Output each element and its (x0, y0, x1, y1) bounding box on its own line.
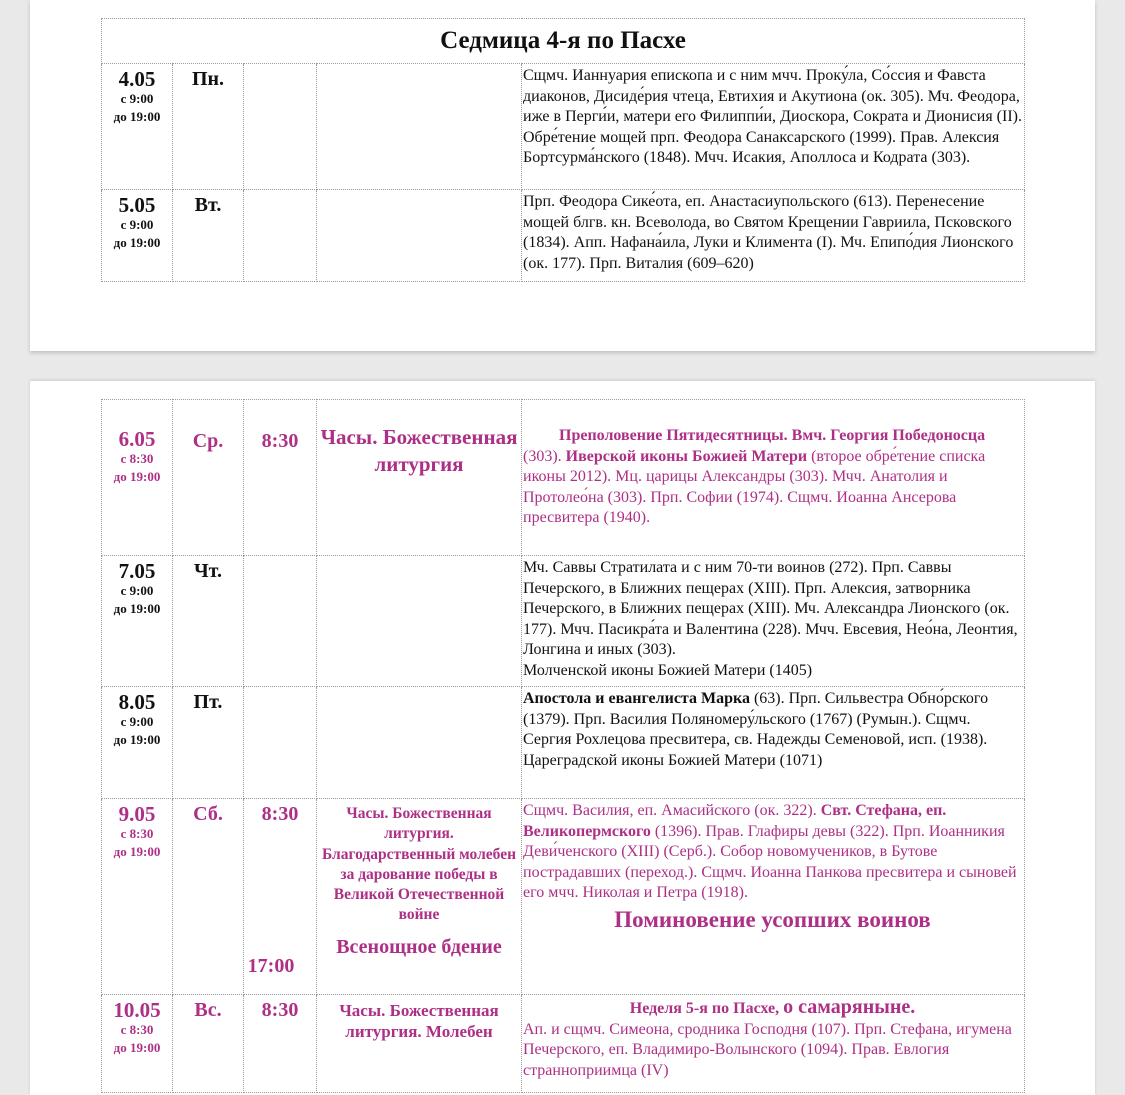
weekday: Сб. (173, 799, 244, 995)
service-name (317, 799, 522, 995)
service-name (317, 556, 522, 687)
date: 7.05 (118, 559, 156, 583)
saints-text (522, 400, 1025, 556)
service-time (244, 190, 317, 282)
time-from: с 8:30 (120, 451, 154, 466)
saints-text: Сщмч. Ианнуария епископа и с ним мчч. Проку́ла, Со́ссия и Фавста диаконов, Дисиде́рия чтеца, Евтихия и Акутиона (ок. 305). Мч. Феодора, иже в Перги́и, матери его Филиппи́и, Диоскора, Сократа и Дионисия (II). Обре́тение мощей прп. Феодора Санаксарского (1999). Прав. Алексия Бортсурма́нского (1848). Мчч. Исакия, Аполлоса и Кодрата (303). (522, 64, 1025, 190)
time-to: до 19:00 (113, 844, 161, 859)
weekday: Чт. (173, 556, 244, 687)
saints-text (522, 995, 1025, 1093)
date: 10.05 (113, 998, 161, 1022)
time-from: с 8:30 (120, 826, 154, 841)
feast-name: Свт. Стефана, еп. Великопермского (523, 802, 947, 840)
time-to: до 19:00 (113, 1040, 161, 1055)
table-row (102, 687, 1025, 799)
saints-text-a: Мч. Саввы Стратилата и с ним 70-ти воинов (272). Прп. Саввы Печерского, в Ближних пещерах (XIII). Прп. Алексия, затворника Печерского, в Ближних пещерах (XIII). Мч. Александра Лионского (ок. 177). Мчч. Пасикра́та и Валентина (228). Мчч. Евсевия, Нео́на, Леонтия, Лонгина и иных (303). (523, 559, 1018, 658)
date: 5.05 (118, 193, 156, 217)
document-page-2 (30, 381, 1095, 1095)
time-to: до 19:00 (113, 732, 161, 747)
service-time (244, 687, 317, 799)
service-time-1: 8:30 (261, 803, 299, 825)
feast-title-2: Вмч. Георгия Победоносца (787, 427, 986, 444)
service-time: 8:30 (244, 995, 317, 1093)
date-cell (102, 687, 173, 799)
date-cell (102, 400, 173, 556)
table-row (102, 190, 1025, 282)
date: 6.05 (118, 427, 156, 451)
time-from: с 9:00 (120, 583, 154, 598)
time-from: с 9:00 (120, 91, 154, 106)
service-time (244, 799, 317, 995)
saints-text: Прп. Феодора Сике́ота, еп. Анастасиупольского (613). Перенесение мощей блгв. кн. Всеволода, во Святом Крещении Гавриила, Псковского (1834). Апп. Нафана́ила, Луки и Климента (I). Мч. Епипо́дия Лионского (ок. 177). Прп. Виталия (609–620) (522, 190, 1025, 282)
date-cell (102, 556, 173, 687)
sunday-title (523, 997, 1022, 1020)
commemoration: Поминовение усопших воинов (614, 906, 931, 932)
sunday-title-b: о самаряныне. (783, 996, 916, 1018)
time-from: с 9:00 (120, 217, 154, 232)
table-row (102, 400, 1025, 556)
week-title: Седмица 4-я по Пасхе (102, 19, 1025, 64)
table-row (102, 556, 1025, 687)
saints-text-a: (63). Прп. Сильвестра Обно́рского (1379). Прп. Василия Поляномеру́льского (1767) (Румын.). Сщмч. Сергия Рохлецова пресвитера, св. Надежды Семеновой, исп. (1938). (523, 690, 989, 748)
service-name: Часы. Божественная литургия (317, 400, 522, 556)
table-row (102, 799, 1025, 995)
service-name (317, 687, 522, 799)
service-name-2: Всенощное бдение (336, 935, 502, 958)
saints-text-b: (1396). Прав. Глафиры девы (322). Прп. Иоанникия Деви́ченского (XIII) (Серб.). Собор новомучеников, в Бутове пострадавших (переход.). Сщмч. Иоанна Панкова пресвитера и сыновей его мчч. Николая и Петра (1918). (523, 822, 1017, 901)
saints-text-b: Молченской иконы Божией Матери (1405) (523, 661, 813, 679)
weekday: Ср. (173, 400, 244, 556)
weekday: Пт. (173, 687, 244, 799)
service-time-2: 17:00 (247, 955, 295, 977)
time-to: до 19:00 (113, 601, 161, 616)
date-cell (102, 799, 173, 995)
weekday: Пн. (173, 64, 244, 190)
saints-text (522, 799, 1025, 995)
saints-text-a: Ап. и сщмч. Симеона, сродника Господня (107). Прп. Стефана, игумена Печерского, еп. Владимиро-Волынского (1094). Прав. Евлогия странноприимца (IV) (523, 1020, 1012, 1079)
saints-text (522, 687, 1025, 799)
date-cell (102, 64, 173, 190)
service-time (244, 556, 317, 687)
saints-text-b: Цареградской иконы Божией Матери (1071) (523, 751, 823, 769)
time-to: до 19:00 (113, 469, 161, 484)
schedule-table-top (101, 18, 1025, 282)
feast-title: Преполовение Пятидесятницы. (559, 427, 788, 444)
time-from: с 8:30 (120, 1022, 154, 1037)
date-cell (102, 190, 173, 282)
time-to: до 19:00 (113, 109, 161, 124)
time-from: с 9:00 (120, 714, 154, 729)
table-row (102, 64, 1025, 190)
date-cell (102, 995, 173, 1093)
weekday: Вт. (173, 190, 244, 282)
sunday-title-a: Неделя 5-я по Пасхе, (629, 1000, 784, 1017)
service-time (244, 64, 317, 190)
service-time: 8:30 (244, 400, 317, 556)
time-to: до 19:00 (113, 235, 161, 250)
date: 4.05 (118, 67, 156, 91)
feast-name: Апостола и евангелиста Марка (523, 690, 750, 707)
service-name (317, 190, 522, 282)
saints-text-a: (303). (523, 447, 566, 465)
document-page-1 (30, 0, 1095, 351)
feast-icon-name: Иверской иконы Божией Матери (565, 447, 808, 465)
service-name (317, 64, 522, 190)
date: 8.05 (118, 690, 156, 714)
saints-text (522, 556, 1025, 687)
table-row (102, 995, 1025, 1093)
date: 9.05 (118, 802, 156, 826)
service-name-1: Часы. Божественная литургия. Благодарственный молебен за дарование победы в Великой Отечественной войне (322, 805, 516, 924)
service-name: Часы. Божественная литургия. Молебен (317, 995, 522, 1093)
saints-text-b: (второе обре́тение списка иконы 2012). Мц. царицы Александры (303). Мчч. Анатолия и Протолео́на (303). Прп. Софии (1974). Сщмч. Иоанна Ансерова пресвитера (1940). (523, 447, 986, 526)
weekday: Вс. (173, 995, 244, 1093)
saints-text-a: Сщмч. Василия, еп. Амасийского (ок. 322). (523, 802, 821, 819)
schedule-table-bottom (101, 399, 1025, 1093)
